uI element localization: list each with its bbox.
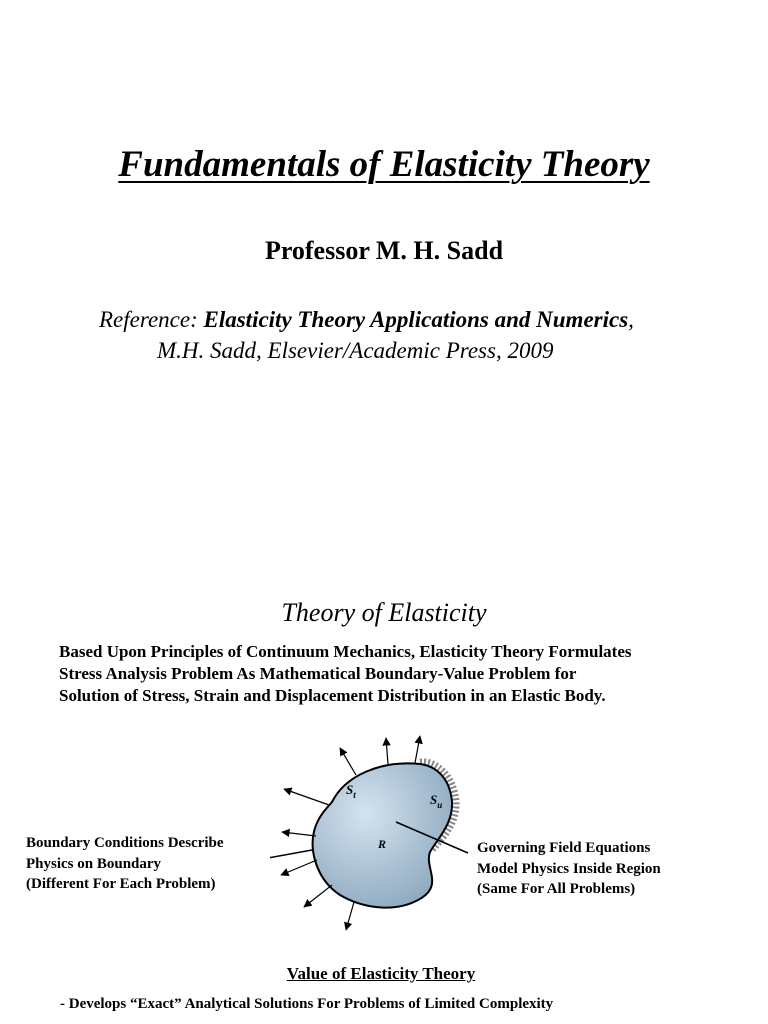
paragraph-line: Based Upon Principles of Continuum Mechanics, Elasticity Theory Formulates bbox=[59, 642, 632, 661]
traction-arrow bbox=[282, 832, 316, 836]
reference-book-title: Elasticity Theory Applications and Numerics bbox=[203, 307, 629, 332]
label-line: (Different For Each Problem) bbox=[26, 876, 216, 892]
label-line: Boundary Conditions Describe bbox=[26, 835, 224, 851]
paragraph-line: Stress Analysis Problem As Mathematical Boundary-Value Problem for bbox=[59, 664, 577, 683]
label-line: (Same For All Problems) bbox=[477, 881, 636, 897]
traction-arrow bbox=[415, 736, 420, 763]
page-title: Fundamentals of Elasticity Theory bbox=[118, 144, 650, 185]
label-line: Model Physics Inside Region bbox=[477, 860, 661, 877]
su-label: $S_u$ bbox=[430, 792, 443, 810]
author: Professor M. H. Sadd bbox=[264, 236, 504, 265]
reference-prefix: Reference: bbox=[99, 307, 204, 332]
label-line: Physics on Boundary bbox=[26, 855, 162, 872]
traction-arrow bbox=[284, 789, 329, 805]
section-title: Theory of Elasticity bbox=[281, 598, 487, 627]
traction-arrow bbox=[340, 748, 356, 775]
field-equations-label bbox=[477, 838, 661, 900]
value-section-title: Value of Elasticity Theory bbox=[286, 964, 476, 983]
reference-suffix: , bbox=[628, 307, 634, 332]
paragraph-line: Solution of Stress, Strain and Displacement Distribution in an Elastic Body. bbox=[59, 686, 606, 705]
elastic-body-diagram bbox=[270, 730, 500, 940]
section-paragraph bbox=[59, 641, 739, 707]
traction-arrow bbox=[346, 902, 354, 930]
st-label: $S_t$ bbox=[346, 782, 356, 800]
reference-line-2: M.H. Sadd, Elsevier/Academic Press, 2009 bbox=[157, 338, 554, 363]
traction-arrow bbox=[281, 860, 317, 875]
label-line: Governing Field Equations bbox=[477, 840, 651, 856]
elastic-body-region bbox=[313, 763, 452, 907]
boundary-conditions-label bbox=[26, 833, 224, 895]
left-pointer-line bbox=[270, 850, 312, 863]
value-bullet: - Develops “Exact” Analytical Solutions For Problems of Limited Complexity bbox=[60, 996, 554, 1012]
region-label: R bbox=[378, 837, 387, 851]
traction-arrow bbox=[386, 738, 388, 764]
traction-arrow bbox=[304, 885, 332, 907]
reference-line-1 bbox=[99, 307, 634, 333]
